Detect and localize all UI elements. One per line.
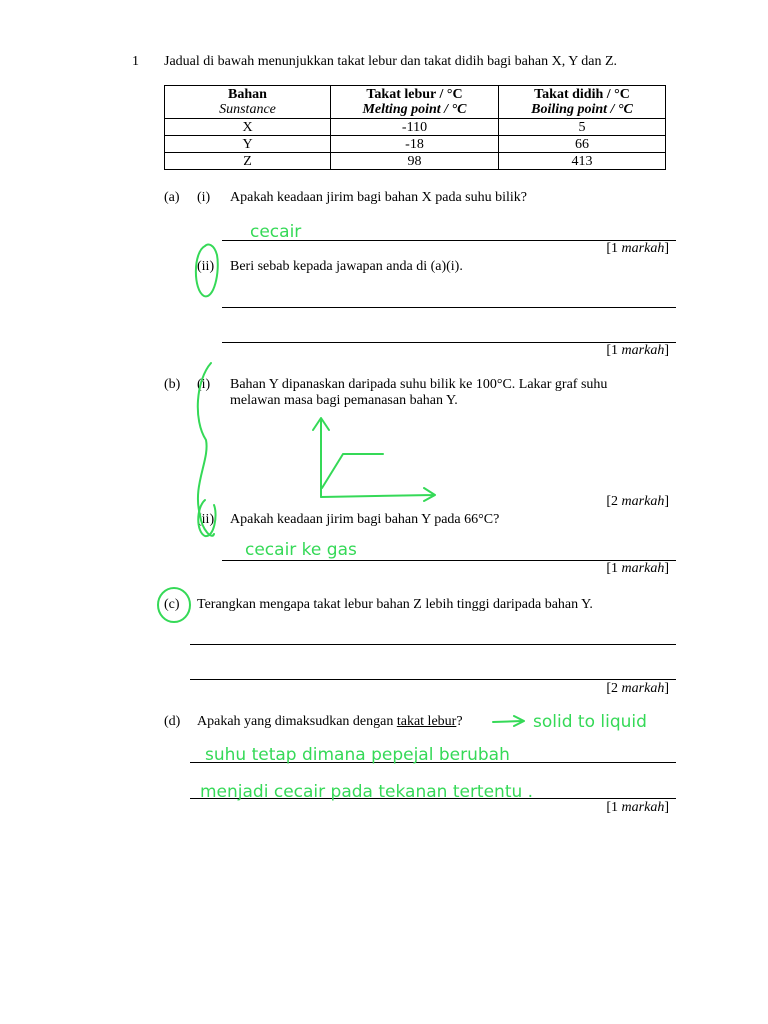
part-b-ii-label: (ii) <box>197 512 215 527</box>
handwritten-answer-d-line1: suhu tetap dimana pepejal berubah <box>205 745 510 765</box>
underlined-term: takat lebur <box>396 714 457 729</box>
table-header-row <box>165 86 666 119</box>
part-d-question: Apakah yang dimaksudkan dengan takat lebur? <box>197 714 463 729</box>
marks-label: [2 markah] <box>606 494 669 509</box>
melting-boiling-table <box>164 85 666 170</box>
marks-label: [1 markah] <box>606 561 669 576</box>
marks-label: [2 markah] <box>606 681 669 696</box>
table-row <box>165 153 666 170</box>
marks-label: [1 markah] <box>606 800 669 815</box>
part-b-i-question-line1: Bahan Y dipanaskan daripada suhu bilik ke 100°C. Lakar graf suhu <box>230 377 608 392</box>
table-cell: 413 <box>499 153 666 170</box>
header-boiling-point: Takat didih / °C Boiling point / °C <box>499 86 666 119</box>
part-a-ii-label: (ii) <box>197 259 215 274</box>
graph-x-axis <box>321 488 435 501</box>
table-cell: Y <box>165 136 331 153</box>
answer-line <box>190 798 676 799</box>
part-a-i-question: Apakah keadaan jirim bagi bahan X pada suhu bilik? <box>230 190 528 205</box>
table-cell: 5 <box>499 119 666 136</box>
answer-line <box>222 307 676 308</box>
part-a-i-label: (i) <box>197 190 211 205</box>
header-melting-point: Takat lebur / °C Melting point / °C <box>331 86 499 119</box>
table-cell: 98 <box>331 153 499 170</box>
table-cell: -110 <box>331 119 499 136</box>
part-b-i-question-line2: melawan masa bagi pemanasan bahan Y. <box>230 393 458 408</box>
question-intro: Jadual di bawah menunjukkan takat lebur dan takat didih bagi bahan X, Y dan Z. <box>164 54 618 69</box>
table-row <box>165 136 666 153</box>
part-c-question: Terangkan mengapa takat lebur bahan Z lebih tinggi daripada bahan Y. <box>197 597 593 612</box>
part-d-label: (d) <box>164 714 181 729</box>
part-b-label: (b) <box>164 377 181 392</box>
part-b-ii-question: Apakah keadaan jirim bagi bahan Y pada 66°C? <box>230 512 500 527</box>
graph-curve <box>322 454 383 488</box>
marks-label: [1 markah] <box>606 343 669 358</box>
answer-line <box>190 679 676 680</box>
handwritten-note-d: solid to liquid <box>533 712 647 732</box>
answer-line <box>190 762 676 763</box>
part-a-ii-question: Beri sebab kepada jawapan anda di (a)(i). <box>230 259 463 274</box>
handwritten-answer-a-i: cecair <box>250 222 302 242</box>
table-cell: 66 <box>499 136 666 153</box>
answer-line <box>190 644 676 645</box>
marks-label: [1 markah] <box>606 241 669 256</box>
header-substance: Bahan Sunstance <box>165 86 331 119</box>
part-b-i-label: (i) <box>197 377 211 392</box>
graph-y-axis <box>313 418 329 497</box>
handwritten-answer-b-ii: cecair ke gas <box>245 540 357 560</box>
table-cell: Z <box>165 153 331 170</box>
table-cell: X <box>165 119 331 136</box>
arrow-mark <box>493 716 524 726</box>
table-row <box>165 119 666 136</box>
table-cell: -18 <box>331 136 499 153</box>
part-a-label: (a) <box>164 190 180 205</box>
handwritten-answer-d-line2: menjadi cecair pada tekanan tertentu . <box>200 782 534 802</box>
part-c-label: (c) <box>164 597 180 612</box>
question-number: 1 <box>132 54 139 69</box>
